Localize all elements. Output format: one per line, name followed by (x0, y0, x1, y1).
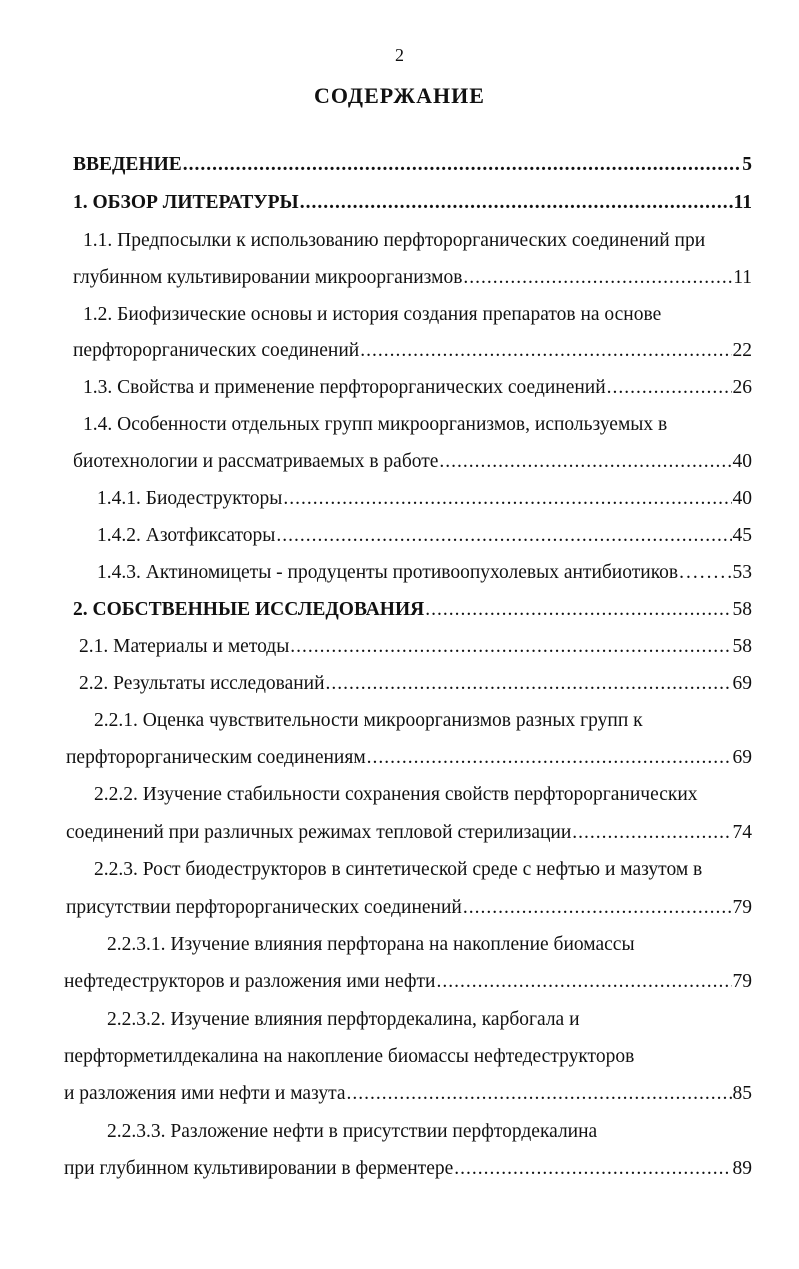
dot-leader (183, 152, 741, 178)
toc-page-number: 69 (732, 673, 752, 694)
dot-leader (463, 895, 732, 921)
toc-page-number: 69 (732, 747, 752, 768)
toc-entry-1-4-line2 (73, 445, 752, 475)
toc-entry-text: 2. СОБСТВЕННЫЕ ИССЛЕДОВАНИЯ (73, 599, 425, 620)
toc-page-number: 22 (732, 340, 752, 361)
toc-page-number: 26 (732, 377, 752, 398)
toc-entry-1-1-line2 (73, 261, 752, 291)
toc-entry-text: 1.4.1. Биодеструкторы (97, 488, 283, 509)
toc-entry-introduction (73, 148, 752, 178)
toc-entry-1-2-line1 (83, 298, 661, 328)
toc-entry-2-2-3-2-line1 (107, 1003, 580, 1033)
page-number: 2 (395, 45, 404, 65)
toc-entry-text: 1.4.3. Актиномицеты - продуценты противоопухолевых антибиотиков (97, 562, 679, 583)
dot-leader (607, 375, 732, 401)
dot-leader (572, 820, 731, 846)
toc-entry-2-1 (79, 630, 752, 660)
toc-entry-text: 2.1. Материалы и методы (79, 636, 290, 657)
toc-entry-text: при глубинном культивировании в ферментере (64, 1158, 454, 1179)
toc-entry-1-4-2 (97, 519, 752, 549)
dot-leader (367, 745, 732, 771)
toc-page-number: 40 (732, 488, 752, 509)
toc-entry-text: перфторорганическим соединениям (66, 747, 366, 768)
toc-entry-text: 2.2.3.2. Изучение влияния перфтордекалина, карбогала и (107, 1009, 580, 1030)
toc-entry-2-2-1-line1 (94, 704, 643, 734)
toc-entry-2-2-3-2-line2 (64, 1040, 634, 1070)
toc-entry-text: перфторорганических соединений (73, 340, 360, 361)
toc-entry-2-2 (79, 667, 752, 697)
dot-leader (360, 338, 731, 364)
toc-page-number: 79 (732, 971, 752, 992)
toc-entry-chapter-2 (73, 593, 752, 623)
toc-page-number: 85 (732, 1083, 752, 1104)
toc-entry-2-2-3-3-line2 (64, 1152, 752, 1182)
toc-entry-2-2-1-line2 (66, 741, 752, 771)
dot-leader (436, 969, 731, 995)
toc-entry-2-2-3-line1 (94, 853, 702, 883)
toc-page-number: 40 (732, 451, 752, 472)
toc-entry-text: нефтедеструкторов и разложения ими нефти (64, 971, 436, 992)
toc-entry-text: глубинном культивировании микроорганизмов (73, 267, 463, 288)
toc-entry-1-2-line2 (73, 334, 752, 364)
toc-entry-text: 2.2. Результаты исследований (79, 673, 325, 694)
toc-page-number: 79 (732, 897, 752, 918)
dot-leader (454, 1156, 727, 1182)
dot-leader (439, 449, 731, 475)
page-title: СОДЕРЖАНИЕ (314, 83, 485, 108)
toc-entry-2-2-3-3-line1 (107, 1115, 597, 1145)
toc-entry-text: 1.1. Предпосылки к использованию перфторорганических соединений при (83, 230, 706, 251)
toc-entry-text: 1.4.2. Азотфиксаторы (97, 525, 276, 546)
toc-page-number: 5 (742, 154, 752, 175)
toc-entry-text: 1.2. Биофизические основы и история создания препаратов на основе (83, 304, 662, 325)
dot-leader (463, 265, 732, 291)
toc-page-number: 53 (732, 562, 752, 583)
toc-entry-1-4-1 (97, 482, 752, 512)
toc-entry-text: соединений при различных режимах тепловой стерилизации (66, 822, 572, 843)
dot-leader (300, 190, 733, 216)
toc-entry-text: 2.2.2. Изучение стабильности сохранения свойств перфторорганических (94, 784, 698, 805)
dot-leader (347, 1081, 732, 1107)
toc-entry-2-2-3-line2 (66, 891, 752, 921)
toc-entry-1-4-line1 (83, 408, 667, 438)
dot-leader (276, 523, 731, 549)
toc-entry-text: 1. ОБЗОР ЛИТЕРАТУРЫ (73, 192, 299, 213)
dot-leader (425, 597, 731, 623)
toc-entry-1-4-3 (97, 556, 752, 586)
toc-entry-1-1-line1 (83, 224, 705, 254)
toc-entry-2-2-3-2-line3 (64, 1077, 752, 1107)
toc-page-number: 89 (732, 1158, 752, 1179)
toc-entry-text: перфторметилдекалина на накопление биомассы нефтедеструкторов (64, 1046, 635, 1067)
toc-entry-2-2-3-1-line1 (107, 928, 635, 958)
toc-entry-2-2-2-line2 (66, 816, 752, 846)
toc-entry-text: 1.3. Свойства и применение перфторорганических соединений (83, 377, 606, 398)
toc-entry-text: присутствии перфторорганических соединений (66, 897, 462, 918)
toc-entry-text: 2.2.3. Рост биодеструкторов в синтетической среде с нефтью и мазутом в (94, 859, 703, 880)
toc-page-number: 58 (732, 599, 752, 620)
toc-entry-text: ВВЕДЕНИЕ (73, 154, 182, 175)
toc-entry-text: 2.2.3.1. Изучение влияния перфторана на накопление биомассы (107, 934, 635, 955)
toc-entry-2-2-3-1-line2 (64, 965, 752, 995)
toc-entry-chapter-1 (73, 186, 752, 216)
dot-leader (283, 486, 731, 512)
toc-entry-2-2-2-line1 (94, 778, 698, 808)
dot-leader (290, 634, 731, 660)
toc-entry-text: 2.2.3.3. Разложение нефти в присутствии перфтордекалина (107, 1121, 598, 1142)
toc-entry-text: 2.2.1. Оценка чувствительности микроорганизмов разных групп к (94, 710, 643, 731)
dot-leader (326, 671, 732, 697)
toc-entry-text: и разложения ими нефти и мазута (64, 1083, 346, 1104)
toc-page-number: 11 (733, 267, 752, 288)
toc-page-number: 74 (732, 822, 752, 843)
dot-leader (679, 560, 731, 586)
toc-entry-text: 1.4. Особенности отдельных групп микроорганизмов, используемых в (83, 414, 668, 435)
toc-page-number: 11 (733, 192, 752, 213)
toc-page-number: 58 (732, 636, 752, 657)
toc-entry-text: биотехнологии и рассматриваемых в работе (73, 451, 439, 472)
toc-page-number: 45 (732, 525, 752, 546)
toc-entry-1-3 (83, 371, 752, 401)
